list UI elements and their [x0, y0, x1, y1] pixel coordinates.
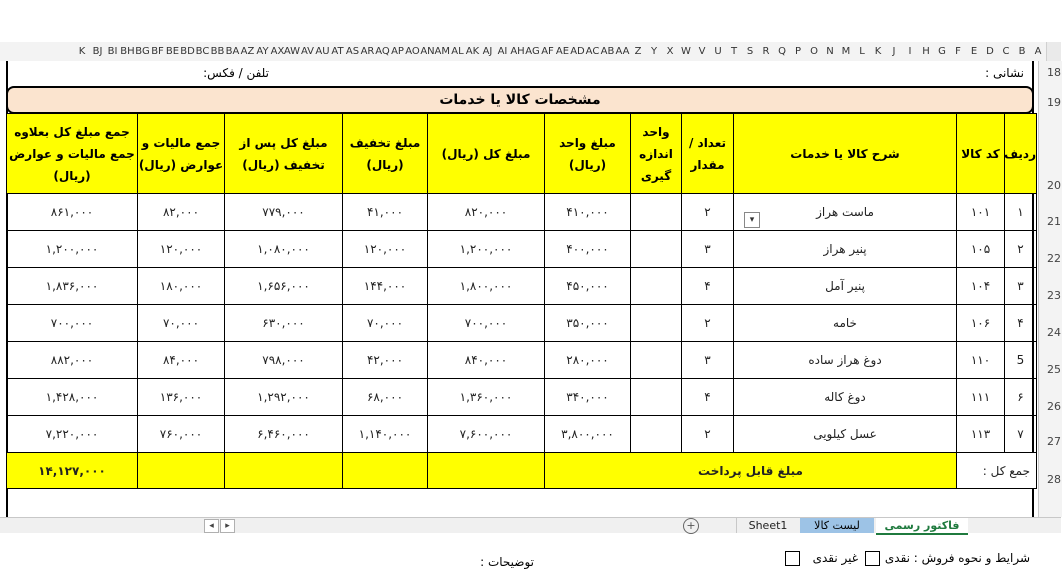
column-header[interactable]: AR — [360, 46, 375, 57]
table-cell[interactable] — [631, 342, 682, 379]
column-header[interactable]: P — [794, 46, 802, 57]
non-cash-label: غیر نقدی — [812, 551, 858, 565]
table-cell[interactable]: ۱,۲۰۰,۰۰۰ — [7, 231, 138, 268]
column-header[interactable]: AB — [600, 46, 615, 57]
table-cell[interactable]: ۳,۸۰۰,۰۰۰ — [545, 416, 631, 453]
column-header[interactable]: F — [955, 46, 961, 57]
column-header[interactable]: AE — [555, 46, 570, 57]
table-cell[interactable] — [631, 194, 682, 231]
table-cell[interactable]: ۳۵۰,۰۰۰ — [545, 305, 631, 342]
table-row — [7, 342, 1037, 379]
column-header[interactable]: V — [698, 46, 706, 57]
column-header[interactable]: AN — [420, 46, 435, 57]
column-header[interactable]: AM — [434, 46, 450, 57]
table-cell[interactable]: ۶۳۰,۰۰۰ — [225, 305, 343, 342]
column-header[interactable]: BF — [151, 46, 164, 57]
column-header[interactable]: AI — [497, 46, 508, 57]
table-cell[interactable] — [734, 379, 957, 416]
column-title: کد کالا — [957, 114, 1005, 194]
table-cell[interactable] — [631, 305, 682, 342]
item-description: پنیر آمل — [825, 279, 865, 293]
non-cash-checkbox[interactable] — [785, 551, 800, 566]
table-cell[interactable]: ۶,۴۶۰,۰۰۰ — [225, 416, 343, 453]
column-header[interactable]: AF — [541, 46, 554, 57]
table-cell[interactable]: ۷,۶۰۰,۰۰۰ — [428, 416, 545, 453]
row-number[interactable]: 28 — [1047, 473, 1061, 486]
notes-label: توضیحات : — [480, 555, 534, 569]
column-header[interactable]: E — [970, 46, 978, 57]
row-number[interactable]: 22 — [1047, 252, 1061, 265]
column-header[interactable]: S — [746, 46, 754, 57]
table-cell[interactable]: ۱۱۰ — [957, 342, 1005, 379]
total-row — [7, 453, 1037, 489]
column-header[interactable]: G — [938, 46, 946, 57]
row-number[interactable]: 18 — [1047, 66, 1061, 79]
table-cell[interactable]: ۷۰,۰۰۰ — [343, 305, 428, 342]
table-cell[interactable] — [734, 416, 957, 453]
table-cell[interactable]: ۱,۳۶۰,۰۰۰ — [428, 379, 545, 416]
table-cell[interactable]: ۱۰۵ — [957, 231, 1005, 268]
column-title: جمع مالیات و عوارض (ریال) — [138, 114, 225, 194]
table-cell[interactable]: ۳ — [1005, 268, 1037, 305]
column-title: مبلغ واحد (ریال) — [545, 114, 631, 194]
total-cell-empty[interactable] — [138, 453, 225, 489]
table-cell[interactable]: ۷ — [1005, 416, 1037, 453]
cash-checkbox[interactable] — [865, 551, 880, 566]
table-cell[interactable]: ۱۰۴ — [957, 268, 1005, 305]
table-cell[interactable]: ۸۲,۰۰۰ — [138, 194, 225, 231]
table-cell[interactable]: ۷۰۰,۰۰۰ — [428, 305, 545, 342]
column-header[interactable]: AT — [331, 46, 344, 57]
table-cell[interactable]: ۱۲۰,۰۰۰ — [343, 231, 428, 268]
table-cell[interactable]: ۱,۰۸۰,۰۰۰ — [225, 231, 343, 268]
add-sheet-button[interactable]: + — [683, 518, 699, 534]
item-description: پنیر هراز — [823, 242, 867, 256]
column-header[interactable]: C — [1002, 46, 1010, 57]
terms-label: شرایط و نحوه فروش : نقدی — [884, 551, 1030, 565]
column-title: مبلغ تخفیف (ریال) — [343, 114, 428, 194]
column-header-bar — [0, 42, 1061, 62]
table-cell[interactable] — [631, 416, 682, 453]
column-header[interactable]: I — [908, 46, 912, 57]
grand-total-value[interactable]: ۱۴,۱۲۷,۰۰۰ — [7, 453, 138, 489]
table-cell[interactable]: ۱۲۰,۰۰۰ — [138, 231, 225, 268]
table-cell[interactable]: ۷۰,۰۰۰ — [138, 305, 225, 342]
row-number[interactable]: 27 — [1047, 435, 1061, 448]
row-number[interactable]: 21 — [1047, 215, 1061, 228]
select-all-corner[interactable] — [1046, 42, 1061, 61]
table-cell[interactable]: ۱۸۰,۰۰۰ — [138, 268, 225, 305]
table-header-row — [7, 114, 1037, 194]
column-header[interactable]: BB — [210, 46, 225, 57]
table-cell[interactable]: ۱۰۶ — [957, 305, 1005, 342]
table-cell[interactable]: ۱ — [1005, 194, 1037, 231]
table-cell[interactable]: ۲۸۰,۰۰۰ — [545, 342, 631, 379]
row-number[interactable]: 24 — [1047, 326, 1061, 339]
table-cell[interactable] — [734, 268, 957, 305]
table-cell[interactable]: ۴۱,۰۰۰ — [343, 194, 428, 231]
column-header[interactable]: J — [892, 46, 896, 57]
table-cell[interactable]: ۱۱۳ — [957, 416, 1005, 453]
column-header[interactable]: Y — [650, 46, 658, 57]
table-cell[interactable]: ۱,۴۲۸,۰۰۰ — [7, 379, 138, 416]
column-header[interactable]: K — [874, 46, 882, 57]
item-description: ماست هراز — [816, 205, 874, 219]
tab-scroll-left-icon[interactable]: ◂ — [204, 519, 219, 533]
tab-sheet1[interactable]: Sheet1 — [736, 518, 799, 533]
tab-product-list[interactable]: لیست کالا — [800, 518, 874, 533]
table-cell[interactable] — [631, 231, 682, 268]
formula-area — [0, 0, 1061, 43]
column-header[interactable]: AC — [585, 46, 600, 57]
column-header[interactable]: D — [986, 46, 994, 57]
table-cell[interactable]: ۲ — [682, 194, 734, 231]
column-header[interactable]: W — [681, 46, 691, 57]
column-header[interactable]: AQ — [375, 46, 390, 57]
table-cell[interactable]: ۱۳۶,۰۰۰ — [138, 379, 225, 416]
table-cell[interactable]: ۷,۲۲۰,۰۰۰ — [7, 416, 138, 453]
table-cell[interactable]: ۴ — [1005, 305, 1037, 342]
column-header[interactable]: BH — [120, 46, 135, 57]
table-cell[interactable]: ۸۸۲,۰۰۰ — [7, 342, 138, 379]
total-cell-empty[interactable] — [225, 453, 343, 489]
item-description: عسل کیلویی — [813, 427, 877, 441]
table-cell[interactable]: ۱,۲۰۰,۰۰۰ — [428, 231, 545, 268]
column-title: ردیف — [1005, 114, 1037, 194]
column-header[interactable]: AV — [300, 46, 315, 57]
tab-official-invoice[interactable]: فاکتور رسمی — [876, 518, 968, 535]
item-description: دوغ هراز ساده — [808, 353, 882, 367]
table-cell[interactable]: 5 — [1005, 342, 1037, 379]
table-row — [7, 268, 1037, 305]
column-header[interactable]: AS — [345, 46, 360, 57]
table-cell[interactable]: ۸۲۰,۰۰۰ — [428, 194, 545, 231]
sheet-tab-bar — [0, 517, 1061, 533]
table-cell[interactable] — [631, 379, 682, 416]
column-header[interactable]: AD — [570, 46, 585, 57]
dropdown-arrow-icon[interactable]: ▾ — [744, 212, 760, 228]
column-header[interactable]: N — [826, 46, 834, 57]
column-header[interactable]: L — [859, 46, 865, 57]
column-header[interactable]: T — [730, 46, 738, 57]
column-header[interactable]: BJ — [92, 46, 103, 57]
table-cell[interactable]: ۱,۸۳۶,۰۰۰ — [7, 268, 138, 305]
column-header[interactable]: Q — [778, 46, 786, 57]
column-header[interactable]: AX — [270, 46, 285, 57]
item-description: دوغ کاله — [824, 390, 866, 404]
column-header[interactable]: AL — [451, 46, 464, 57]
address-label: نشانی : — [985, 66, 1024, 80]
table-cell[interactable]: ۴ — [682, 379, 734, 416]
column-header[interactable]: AO — [405, 46, 420, 57]
table-cell[interactable]: ۲ — [682, 416, 734, 453]
phone-fax-label: تلفن / فکس: — [203, 66, 269, 80]
column-header[interactable]: BG — [135, 46, 150, 57]
row-number[interactable]: 26 — [1047, 400, 1061, 413]
table-cell[interactable]: ۶ — [1005, 379, 1037, 416]
table-row — [7, 379, 1037, 416]
tab-scroll-right-icon[interactable]: ▸ — [220, 519, 235, 533]
items-table — [6, 113, 1037, 489]
column-header[interactable]: AK — [465, 46, 480, 57]
table-cell[interactable]: ۱۴۴,۰۰۰ — [343, 268, 428, 305]
column-header[interactable]: H — [922, 46, 930, 57]
column-header[interactable]: AA — [615, 46, 630, 57]
table-cell[interactable]: ۷۶۰,۰۰۰ — [138, 416, 225, 453]
column-title: جمع مبلغ کل بعلاوه جمع مالیات و عوارض (ریال) — [7, 114, 138, 194]
total-cell-empty[interactable] — [343, 453, 428, 489]
table-cell[interactable]: ۴۵۰,۰۰۰ — [545, 268, 631, 305]
table-cell[interactable]: ۴ — [682, 268, 734, 305]
table-cell[interactable]: ۳ — [682, 342, 734, 379]
column-header[interactable]: AW — [283, 46, 300, 57]
row-number[interactable]: 25 — [1047, 363, 1061, 376]
column-header[interactable]: B — [1018, 46, 1026, 57]
row-number[interactable]: 19 — [1047, 96, 1061, 109]
column-header[interactable]: O — [810, 46, 818, 57]
column-header[interactable]: A — [1034, 46, 1042, 57]
column-header[interactable]: K — [78, 46, 86, 57]
row-header-bar — [1038, 61, 1062, 517]
table-cell[interactable]: ۳۴۰,۰۰۰ — [545, 379, 631, 416]
column-header[interactable]: U — [714, 46, 722, 57]
table-cell[interactable] — [734, 305, 957, 342]
column-header[interactable]: BE — [165, 46, 180, 57]
table-cell[interactable] — [734, 194, 957, 231]
table-cell[interactable]: ۸۴۰,۰۰۰ — [428, 342, 545, 379]
table-cell[interactable]: ۴۱۰,۰۰۰ — [545, 194, 631, 231]
section-title: مشخصات کالا یا خدمات — [6, 86, 1034, 114]
row-number[interactable]: 23 — [1047, 289, 1061, 302]
table-cell[interactable]: ۶۸,۰۰۰ — [343, 379, 428, 416]
table-cell[interactable]: ۱,۱۴۰,۰۰۰ — [343, 416, 428, 453]
total-label: جمع کل : — [957, 453, 1037, 489]
table-cell[interactable]: ۳ — [682, 231, 734, 268]
table-cell[interactable]: ۱,۲۹۲,۰۰۰ — [225, 379, 343, 416]
table-cell[interactable]: ۲ — [682, 305, 734, 342]
row-number[interactable]: 20 — [1047, 179, 1061, 192]
table-row — [7, 194, 1037, 231]
column-header[interactable]: X — [666, 46, 674, 57]
column-header[interactable]: BI — [107, 46, 118, 57]
column-header[interactable]: AU — [315, 46, 330, 57]
table-cell[interactable]: ۴۰۰,۰۰۰ — [545, 231, 631, 268]
table-cell[interactable]: ۴۲,۰۰۰ — [343, 342, 428, 379]
total-cell-empty[interactable] — [428, 453, 545, 489]
column-header[interactable]: AH — [510, 46, 525, 57]
column-header[interactable]: AY — [256, 46, 269, 57]
column-title: مبلغ کل (ریال) — [428, 114, 545, 194]
table-cell[interactable]: ۷۰۰,۰۰۰ — [7, 305, 138, 342]
column-header[interactable]: Z — [634, 46, 642, 57]
column-header[interactable]: AP — [391, 46, 404, 57]
table-cell[interactable]: ۸۶۱,۰۰۰ — [7, 194, 138, 231]
column-header[interactable]: AJ — [482, 46, 493, 57]
table-row — [7, 231, 1037, 268]
table-cell[interactable] — [734, 231, 957, 268]
column-title: واحد اندازه گیری — [631, 114, 682, 194]
table-cell[interactable] — [734, 342, 957, 379]
address-row — [6, 61, 1034, 85]
table-cell[interactable]: ۷۷۹,۰۰۰ — [225, 194, 343, 231]
column-header[interactable]: R — [762, 46, 770, 57]
column-header[interactable]: BD — [180, 46, 195, 57]
column-header[interactable]: BC — [195, 46, 210, 57]
column-header[interactable]: AZ — [240, 46, 255, 57]
column-header[interactable]: M — [841, 46, 851, 57]
column-title: شرح کالا یا خدمات — [734, 114, 957, 194]
item-description: خامه — [833, 316, 857, 330]
terms-row — [6, 551, 1034, 571]
column-header[interactable]: BA — [225, 46, 240, 57]
table-cell[interactable]: ۱,۸۰۰,۰۰۰ — [428, 268, 545, 305]
table-cell[interactable]: ۸۴,۰۰۰ — [138, 342, 225, 379]
table-row — [7, 305, 1037, 342]
table-cell[interactable]: ۱,۶۵۶,۰۰۰ — [225, 268, 343, 305]
table-cell[interactable]: ۱۰۱ — [957, 194, 1005, 231]
column-title: مبلغ کل پس از تخفیف (ریال) — [225, 114, 343, 194]
payable-label: مبلغ قابل پرداخت — [545, 453, 957, 489]
column-header[interactable]: AG — [525, 46, 540, 57]
table-cell[interactable]: ۲ — [1005, 231, 1037, 268]
table-cell[interactable]: ۱۱۱ — [957, 379, 1005, 416]
table-cell[interactable]: ۷۹۸,۰۰۰ — [225, 342, 343, 379]
table-row — [7, 416, 1037, 453]
column-title: تعداد / مقدار — [682, 114, 734, 194]
table-cell[interactable] — [631, 268, 682, 305]
